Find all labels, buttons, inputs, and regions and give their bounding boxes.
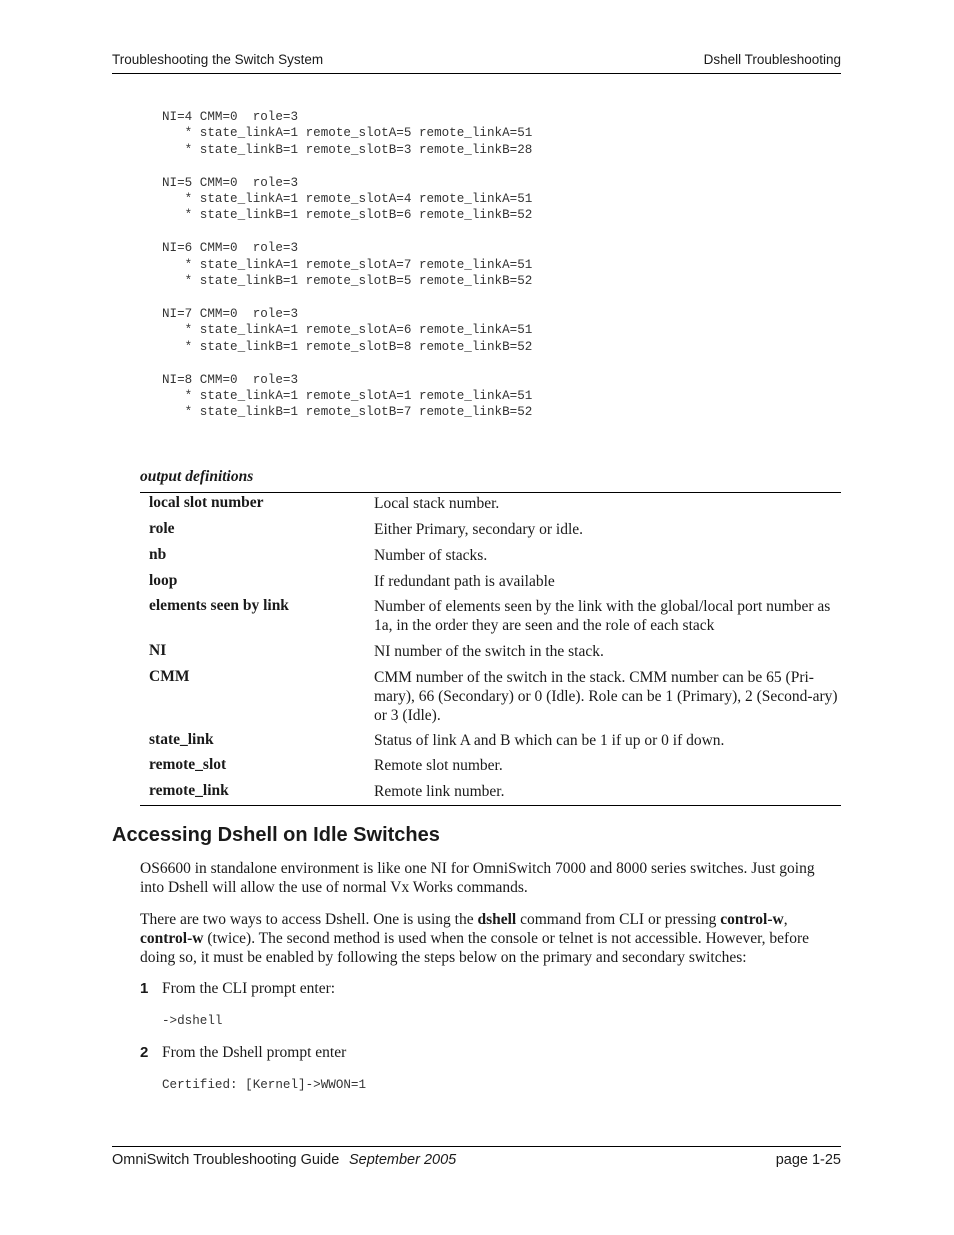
running-header-right: Dshell Troubleshooting — [703, 52, 841, 67]
text-run: (twice). The second method is used when the console or telnet is not accessible. However, before doing so, it must be enabled by following the steps below on the primary and secondary switches: — [140, 930, 809, 966]
def-term: state_link — [149, 731, 214, 748]
def-term: local slot number — [149, 494, 264, 511]
command-dshell: dshell — [477, 911, 517, 928]
footer-rule — [112, 1146, 841, 1147]
table-bottom-rule — [140, 805, 841, 806]
footer-page-number: page 1-25 — [775, 1152, 841, 1168]
table-top-rule — [140, 492, 841, 493]
def-description: NI number of the switch in the stack. — [374, 643, 604, 660]
def-description: If redundant path is available — [374, 573, 555, 590]
def-description: Status of link A and B which can be 1 if up or 0 if down. — [374, 732, 725, 749]
text-run: , — [783, 911, 788, 928]
def-term: remote_slot — [149, 756, 227, 773]
keystroke-control-w: control-w — [720, 911, 784, 928]
paragraph-access-methods — [140, 910, 840, 967]
running-header-left: Troubleshooting the Switch System — [112, 52, 324, 67]
def-description: Number of stacks. — [374, 547, 488, 564]
def-term: NI — [149, 642, 167, 659]
def-term: loop — [149, 572, 178, 589]
def-term: nb — [149, 546, 167, 563]
step-number: 2 — [140, 1044, 149, 1061]
def-term: remote_link — [149, 782, 229, 799]
step-text: From the CLI prompt enter: — [162, 980, 336, 997]
def-description: Either Primary, secondary or idle. — [374, 521, 584, 538]
header-rule — [112, 73, 841, 74]
def-description: CMM number of the switch in the stack. CMM number can be 65 (Pri-mary), 66 (Secondary) or 0 (Idle). Role can be 1 (Primary), 2 (Second-ary) or 3 (Idle). — [374, 669, 838, 724]
def-description: Local stack number. — [374, 495, 500, 512]
section-heading: Accessing Dshell on Idle Switches — [112, 824, 440, 846]
footer-guide-title: OmniSwitch Troubleshooting Guide — [112, 1152, 340, 1168]
def-term: role — [149, 520, 175, 537]
def-term: elements seen by link — [149, 597, 289, 614]
output-definitions-title: output definitions — [140, 468, 254, 485]
def-term: CMM — [149, 668, 190, 685]
text-run: command from CLI or pressing — [516, 911, 721, 928]
step-command: ->dshell — [162, 1014, 223, 1028]
keystroke-control-w: control-w — [140, 930, 204, 947]
def-description: Remote slot number. — [374, 757, 503, 774]
step-command: Certified: [Kernel]->WWON=1 — [162, 1078, 367, 1092]
code-output-block: NI=4 CMM=0 role=3 * state_linkA=1 remote_slotA=5 remote_linkA=51 * state_linkB=1 remote_slotB=3 remote_linkB=28 NI=5 CMM=0 role=3 * state_linkA=1 remote_slotA=4 remote_linkA=51 * state_linkB=1 remote_slotB=6 remote_linkB=52 NI=6 CMM=0 role=3 * state_linkA=1 remote_slotA=7 remote_linkA=51 * state_linkB=1 remote_slotB=5 remote_linkB=52 NI=7 CMM=0 role=3 * state_linkA=1 remote_slotA=6 remote_linkA=51 * state_linkB=1 remote_slotB=8 remote_linkB=52 NI=8 CMM=0 role=3 * state_linkA=1 remote_slotA=1 remote_linkA=51 * state_linkB=1 remote_slotB=7 remote_linkB=52 — [162, 110, 533, 420]
step-number: 1 — [140, 980, 149, 997]
def-description: Remote link number. — [374, 783, 505, 800]
paragraph-intro: OS6600 in standalone environment is like one NI for OmniSwitch 7000 and 8000 series switches. Just going into Dshell will allow the use of normal Vx Works commands. — [140, 860, 815, 896]
footer-date: September 2005 — [349, 1152, 457, 1168]
step-text: From the Dshell prompt enter — [162, 1044, 347, 1061]
def-description: Number of elements seen by the link with the global/local port number as 1a, in the order they are seen and the role of each stack — [374, 598, 831, 634]
text-run: There are two ways to access Dshell. One is using the — [140, 911, 478, 928]
